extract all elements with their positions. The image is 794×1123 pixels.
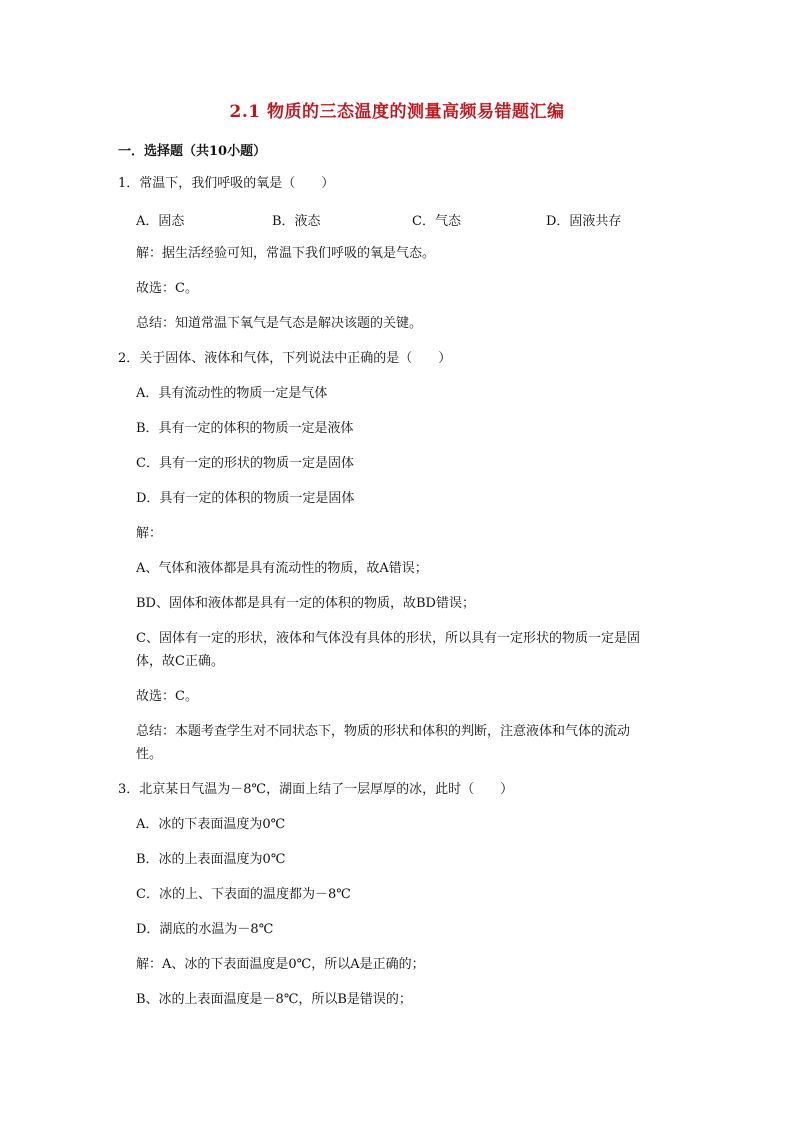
q2-option-b: B．具有一定的体积的物质一定是液体 [136,421,354,436]
q3-option-b: B．冰的上表面温度为0℃ [136,852,286,867]
q2-solution-head: 解： [136,526,163,541]
q2-option-d: D．具有一定的体积的物质一定是固体 [136,491,355,506]
q1-option-d: D．固液共存 [546,214,622,229]
q2-solution-bd: BD、固体和液体都是具有一定的体积的物质，故BD错误； [136,596,475,611]
section-heading: 一．选择题（共10小题） [118,144,267,159]
question-1: 1．常温下，我们呼吸的氧是（ ） [118,176,335,191]
page-title: 2.1 物质的三态温度的测量高频易错题汇编 [229,102,565,122]
q1-option-c: C．气态 [412,214,461,229]
q1-solution: 解：据生活经验可知，常温下我们呼吸的氧是气态。 [136,246,436,261]
q2-summary-line2: 性。 [136,747,163,762]
question-1-options [136,210,696,228]
q3-solution-a: 解：A、冰的下表面温度是0℃，所以A是正确的； [136,957,425,972]
q1-option-b: B．液态 [272,214,321,229]
q3-option-c: C．冰的上、下表面的温度都为－8℃ [136,887,351,902]
q3-option-a: A．冰的下表面温度为0℃ [136,817,286,832]
q1-summary: 总结：知道常温下氧气是气态是解决该题的关键。 [136,316,423,331]
q2-option-a: A．具有流动性的物质一定是气体 [136,386,328,401]
q1-option-a: A．固态 [136,214,185,229]
q2-answer: 故选：C。 [136,689,198,704]
question-3: 3．北京某日气温为－8℃，湖面上结了一层厚厚的冰，此时（ ） [118,782,514,797]
q3-option-d: D．湖底的水温为－8℃ [136,922,274,937]
q2-solution-a: A、气体和液体都是具有流动性的物质，故A错误； [136,561,428,576]
q2-solution-c-line1: C、固体有一定的形状，液体和气体没有具体的形状，所以具有一定形状的物质一定是固 [136,631,640,646]
q3-solution-b: B、冰的上表面温度是－8℃，所以B是错误的； [136,992,412,1007]
q1-answer: 故选：C。 [136,281,198,296]
question-2: 2．关于固体、液体和气体，下列说法中正确的是（ ） [118,351,452,366]
q2-solution-c-line2: 体，故C正确。 [136,654,224,669]
q2-option-c: C．具有一定的形状的物质一定是固体 [136,456,354,471]
q2-summary-line1: 总结：本题考查学生对不同状态下，物质的形状和体积的判断，注意液体和气体的流动 [136,724,631,739]
